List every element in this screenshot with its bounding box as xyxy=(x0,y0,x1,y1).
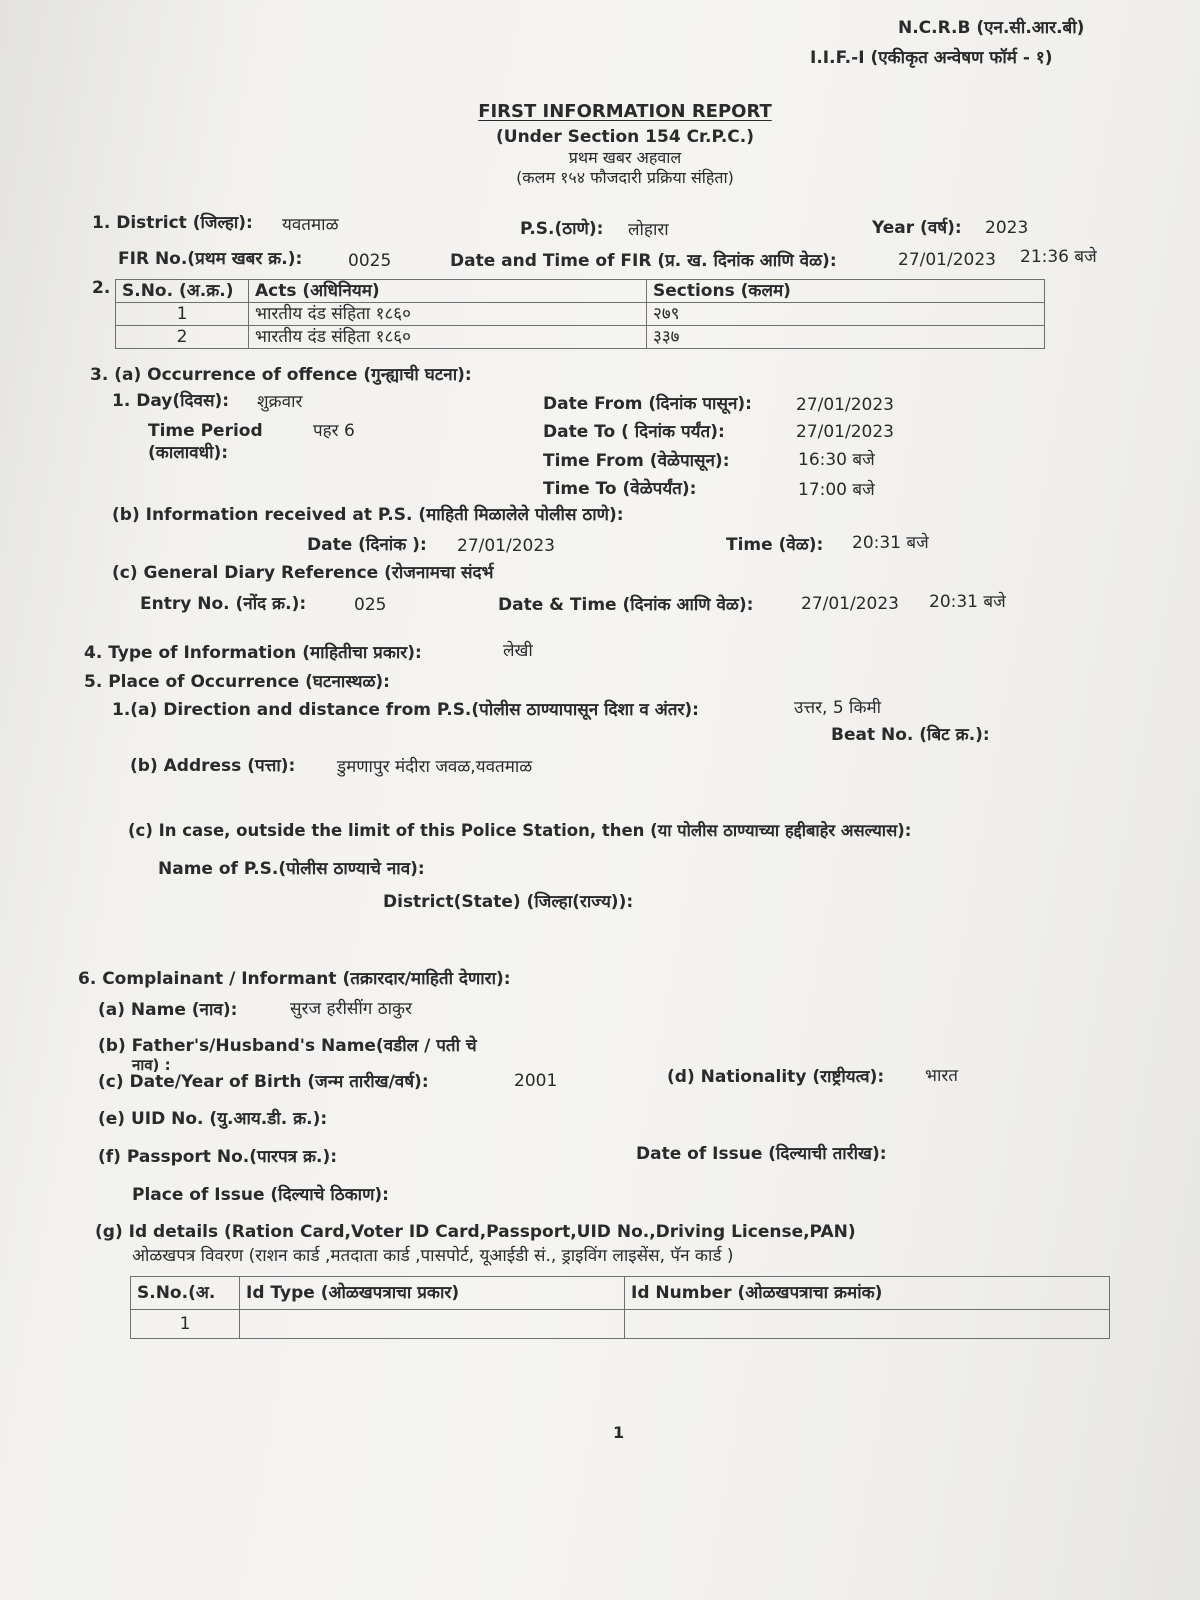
issue-place-label: Place of Issue (दिल्याचे ठिकाण): xyxy=(132,1185,389,1205)
diary-datetime-label: Date & Time (दिनांक आणि वेळ): xyxy=(498,595,754,615)
report-subtitle-marathi: (कलम १५४ फौजदारी प्रक्रिया संहिता) xyxy=(516,168,734,187)
date-from-value: 27/01/2023 xyxy=(796,395,894,415)
time-from-label: Time From (वेळेपासून): xyxy=(543,451,730,471)
info-type-label: 4. Type of Information (माहितीचा प्रकार): xyxy=(84,643,422,663)
acts-row-1-sno: 1 xyxy=(116,303,249,326)
id-table xyxy=(130,1276,1110,1339)
acts-row-2-section: ३३७ xyxy=(647,326,1045,349)
info-type-value: लेखी xyxy=(503,641,533,661)
info-received-label: (b) Information received at P.S. (माहिती मिळालेले पोलीस ठाणे): xyxy=(112,505,624,525)
district-state-label: District(State) (जिल्हा(राज्य)): xyxy=(383,892,634,912)
address-label: (b) Address (पत्ता): xyxy=(130,756,296,776)
fir-date: 27/01/2023 xyxy=(898,250,996,270)
entry-no-label: Entry No. (नोंद क्र.): xyxy=(140,594,307,614)
report-subtitle: (Under Section 154 Cr.P.C.) xyxy=(496,127,754,147)
entry-no-value: 025 xyxy=(354,595,387,615)
day-label: 1. Day(दिवस): xyxy=(112,391,230,411)
dob-label: (c) Date/Year of Birth (जन्म तारीख/वर्ष): xyxy=(98,1072,429,1092)
acts-row-2-sno: 2 xyxy=(116,326,249,349)
info-date-label: Date (दिनांक ): xyxy=(307,535,427,555)
year-label: Year (वर्ष): xyxy=(872,218,962,238)
complainant-name-value: सुरज हरीसींग ठाकुर xyxy=(290,999,413,1019)
father-name-label-cont: नाव) : xyxy=(132,1056,171,1074)
address-value: डुमणापुर मंदीरा जवळ,यवतमाळ xyxy=(337,757,533,777)
fir-datetime-label: Date and Time of FIR (प्र. ख. दिनांक आणि वेळ): xyxy=(450,251,837,271)
info-time-label: Time (वेळ): xyxy=(726,535,824,555)
table-row xyxy=(116,303,1045,326)
year-value: 2023 xyxy=(985,218,1029,238)
fir-no-label: FIR No.(प्रथम खबर क्र.): xyxy=(118,249,303,269)
acts-row-2-act: भारतीय दंड संहिता १८६० xyxy=(249,326,647,349)
id-header-number: Id Number (ओळखपत्राचा क्रमांक) xyxy=(625,1277,1110,1310)
diary-time: 20:31 बजे xyxy=(929,592,1006,612)
district-value: यवतमाळ xyxy=(282,215,339,235)
id-table-header xyxy=(131,1277,1110,1310)
outside-limit-label: (c) In case, outside the limit of this Police Station, then (या पोलीस ठाण्याच्या हद्दीबाहेर असल्यास): xyxy=(128,821,912,840)
iif-label: I.I.F.-I (एकीकृत अन्वेषण फॉर्म - १) xyxy=(810,48,1053,68)
nationality-value: भारत xyxy=(925,1066,958,1086)
father-name-label: (b) Father's/Husband's Name(वडील / पती चे xyxy=(98,1036,477,1056)
acts-row-1-section: २७९ xyxy=(647,303,1045,326)
id-row-1-type xyxy=(240,1310,625,1339)
beat-no-label: Beat No. (बिट क्र.): xyxy=(831,725,990,745)
ncrb-label: N.C.R.B (एन.सी.आर.बी) xyxy=(898,18,1085,38)
uid-label: (e) UID No. (यु.आय.डी. क्र.): xyxy=(98,1109,328,1129)
occurrence-title: 3. (a) Occurrence of offence (गुन्ह्याची घटना): xyxy=(90,365,472,385)
time-period-label-marathi: (कालावधी): xyxy=(148,443,229,463)
id-row-1-number xyxy=(625,1310,1110,1339)
table-row xyxy=(116,326,1045,349)
issue-date-label: Date of Issue (दिल्याची तारीख): xyxy=(636,1144,887,1164)
time-to-value: 17:00 बजे xyxy=(798,480,875,500)
report-title: FIRST INFORMATION REPORT xyxy=(478,101,772,122)
time-from-value: 16:30 बजे xyxy=(798,450,875,470)
date-to-label: Date To ( दिनांक पर्यंत): xyxy=(543,422,725,442)
id-details-label: (g) Id details (Ration Card,Voter ID Card,Passport,UID No.,Driving License,PAN) xyxy=(95,1222,856,1242)
id-header-type: Id Type (ओळखपत्राचा प्रकार) xyxy=(240,1277,625,1310)
acts-row-1-act: भारतीय दंड संहिता १८६० xyxy=(249,303,647,326)
district-label: 1. District (जिल्हा): xyxy=(92,213,253,233)
dob-value: 2001 xyxy=(514,1071,558,1091)
nationality-label: (d) Nationality (राष्ट्रीयत्व): xyxy=(667,1067,885,1087)
acts-header-acts: Acts (अधिनियम) xyxy=(249,280,647,303)
acts-header-sections: Sections (कलम) xyxy=(647,280,1045,303)
id-row-1-sno: 1 xyxy=(131,1310,240,1339)
page-number: 1 xyxy=(613,1423,625,1442)
acts-table xyxy=(115,279,1045,349)
time-period-label: Time Period xyxy=(148,421,263,441)
date-to-value: 27/01/2023 xyxy=(796,422,894,442)
id-header-sno: S.No.(अ. xyxy=(131,1277,240,1310)
place-title: 5. Place of Occurrence (घटनास्थळ): xyxy=(84,672,390,692)
day-value: शुक्रवार xyxy=(257,392,303,412)
ps-name-label: Name of P.S.(पोलीस ठाण्याचे नाव): xyxy=(158,859,425,879)
info-date-value: 27/01/2023 xyxy=(457,536,555,556)
report-title-marathi: प्रथम खबर अहवाल xyxy=(568,148,682,167)
complainant-title: 6. Complainant / Informant (तक्रारदार/माहिती देणारा): xyxy=(78,969,511,989)
direction-label: 1.(a) Direction and distance from P.S.(पोलीस ठाण्यापासून दिशा व अंतर): xyxy=(112,700,699,720)
time-to-label: Time To (वेळेपर्यंत): xyxy=(543,479,697,499)
date-from-label: Date From (दिनांक पासून): xyxy=(543,394,752,414)
section-2-number: 2. xyxy=(92,278,111,298)
direction-value: उत्तर, 5 किमी xyxy=(794,698,882,718)
fir-no-value: 0025 xyxy=(348,251,392,271)
time-period-value: पहर 6 xyxy=(313,421,355,441)
fir-time: 21:36 बजे xyxy=(1020,247,1097,267)
table-row xyxy=(131,1310,1110,1339)
general-diary-label: (c) General Diary Reference (रोजनामचा संदर्भ xyxy=(112,563,494,583)
diary-date: 27/01/2023 xyxy=(801,594,899,614)
complainant-name-label: (a) Name (नाव): xyxy=(98,1000,238,1020)
acts-table-header xyxy=(116,280,1045,303)
info-time-value: 20:31 बजे xyxy=(852,533,929,553)
ps-label: P.S.(ठाणे): xyxy=(520,219,604,239)
id-details-label-marathi: ओळखपत्र विवरण (राशन कार्ड ,मतदाता कार्ड ,पासपोर्ट, यूआईडी सं., ड्राइविंग लाइसेंस, पॅन कार्ड ) xyxy=(132,1246,734,1266)
ps-value: लोहारा xyxy=(628,220,669,240)
passport-label: (f) Passport No.(पारपत्र क्र.): xyxy=(98,1147,338,1167)
acts-header-sno: S.No. (अ.क्र.) xyxy=(116,280,249,303)
